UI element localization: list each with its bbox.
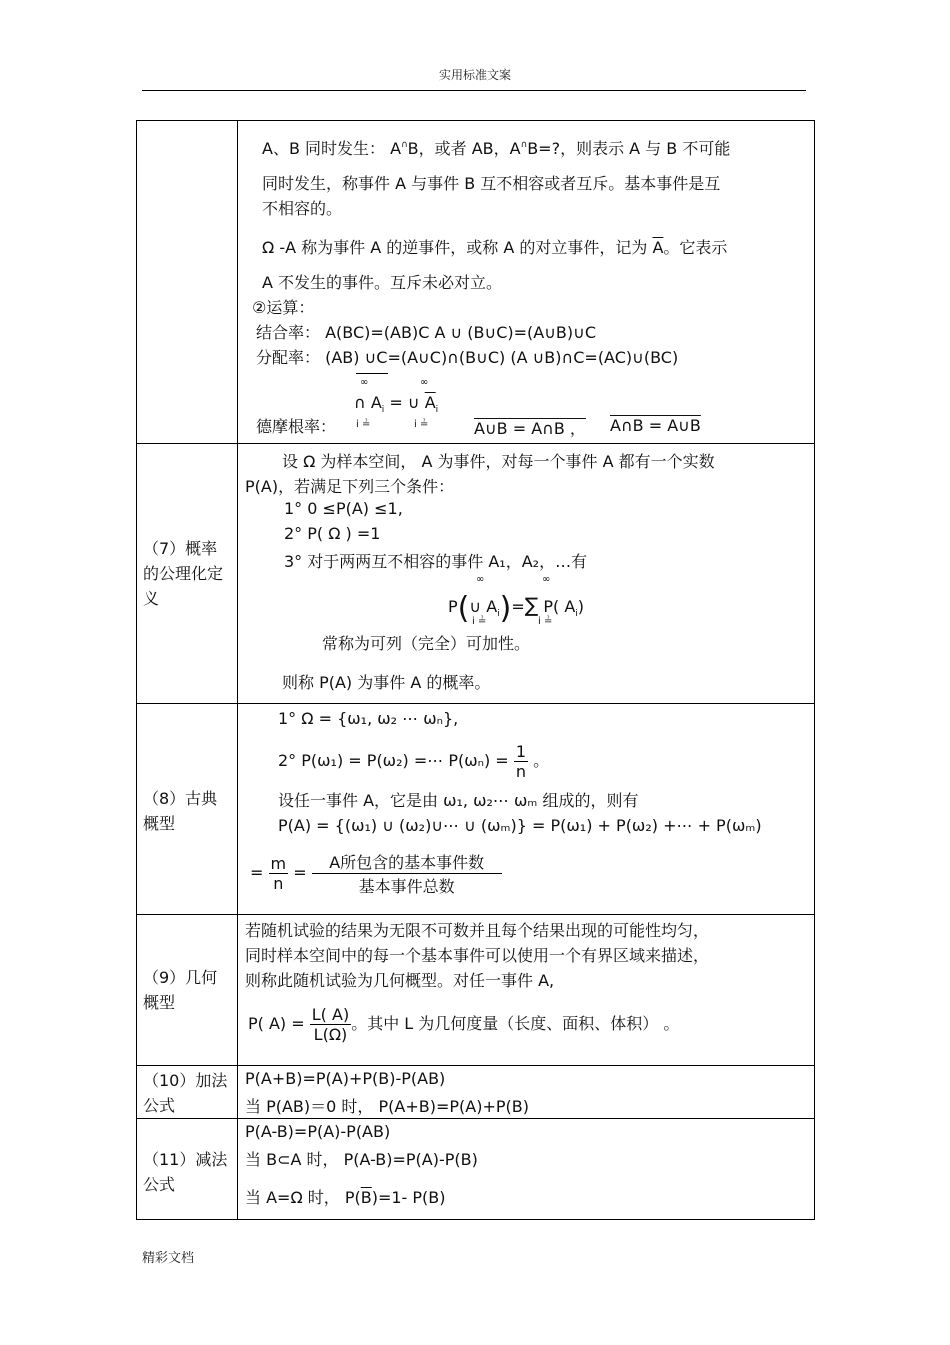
row-label-classical: （8）古典概型	[143, 789, 218, 833]
axiom-intro-2: P(A)，若满足下列三个条件：	[245, 477, 455, 496]
subtraction-complement-case: 当 A=Ω 时， $P(\overline{B})=1-$ P(B)	[245, 1188, 446, 1207]
demorgan-expression: ∩ $A_i$ = ∪ $\overline{A}_i$	[354, 393, 439, 415]
demorgan-formula-2: A∩B = A∪B	[610, 416, 701, 435]
axiom-intro-1: 设 Ω 为样本空间， A 为事件，对每一个事件 A 都有一个实数	[282, 452, 715, 471]
countable-additivity-formula: P(∪ $A_i)=\sum$ P( $A_i$)	[448, 591, 585, 626]
row-label-cell	[137, 915, 238, 1066]
demorgan-index-2: i ≟	[414, 419, 429, 430]
axiom-conclusion: 则称 P(A) 为事件 A 的概率。	[282, 673, 491, 692]
table-row-addition	[137, 1066, 815, 1119]
events-line-3: 不相容的。	[262, 199, 343, 218]
row-content-subtraction	[238, 1119, 815, 1220]
row-content-addition	[238, 1066, 815, 1119]
page-footer: 精彩文档	[142, 1251, 195, 1266]
axiom-additivity-note: 常称为可列（完全）可加性。	[322, 634, 531, 653]
row-label-cell	[137, 1119, 238, 1220]
table-row-geometric	[137, 915, 815, 1066]
row-label-cell	[137, 444, 238, 704]
demorgan-inf-2: ∞	[420, 377, 429, 388]
axiom-condition-3: 3° 对于两两互不相容的事件 A₁，A₂，…有	[284, 552, 588, 571]
row-content-classical	[238, 704, 815, 915]
subtraction-formula: P(A-B)=P(A)-P(AB)	[245, 1122, 391, 1141]
row-label-subtraction: （11）减法公式	[143, 1150, 228, 1194]
sum-inf-2: ∞	[542, 574, 551, 585]
demorgan-overline	[356, 373, 388, 374]
sum-inf-1: ∞	[476, 574, 485, 585]
row-content-axiomatic	[238, 444, 815, 704]
classical-event-composition: 设任一事件 A，它是由 ω₁, ω₂⋯ ωₘ 组成的，则有	[278, 791, 639, 810]
row-label-addition: （10）加法公式	[143, 1071, 228, 1115]
classical-equal-probability: 2° P(ω₁) = P(ω₂) =⋯ P(ωₙ) = $\frac{1}{n}$ 。	[278, 742, 550, 781]
axiom-condition-1: 1° 0 ≤P(A) ≤1,	[284, 499, 403, 518]
events-line-4: Ω -A 称为事件 A 的逆事件，或称 A 的对立事件，记为 $\overline{A}$。它表示	[262, 238, 728, 257]
classical-sum-formula: P(A) = {(ω₁) ∪ (ω₂)∪⋯ ∪ (ωₘ)} = P(ω₁) + P(ω₂) +⋯ + P(ωₘ)	[278, 816, 762, 835]
row-content-geometric	[238, 915, 815, 1066]
demorgan-formula-1: A∪B = A∩B ，	[474, 419, 586, 438]
row-label-cell	[137, 704, 238, 915]
sum-index-2: i ≟	[538, 616, 553, 627]
header-divider	[142, 90, 806, 91]
addition-special-case: 当 P(AB)＝0 时， P(A+B)=P(A)+P(B)	[245, 1097, 529, 1116]
row-label-cell	[137, 1066, 238, 1119]
geometric-formula: P( A) = $\frac{L( A)}{L(\Omega)}$ 。其中 L 为几何度量（长度、面积、体积） 。	[248, 1005, 680, 1044]
probability-table	[136, 120, 815, 1220]
table-row-axiomatic	[137, 444, 815, 704]
row-label-geometric: （9）几何概型	[143, 968, 218, 1012]
demorgan-inf-1: ∞	[360, 377, 369, 388]
subtraction-subset-case: 当 B⊂A 时， P(A-B)=P(A)-P(B)	[245, 1150, 478, 1169]
demorgan-label: 德摩根率：	[256, 417, 337, 436]
table-row-subtraction	[137, 1119, 815, 1220]
row-label-empty	[137, 121, 238, 444]
table-row-events	[137, 121, 815, 444]
geometric-line-2: 同时样本空间中的每一个基本事件可以使用一个有界区域来描述，	[245, 946, 710, 965]
a-bar: $\overline{A}$	[652, 238, 664, 257]
classical-ratio-formula: = $\frac{m}{n}$ = $\frac{\text{A所包含的基本事件数}}{\text{基本事件总数}}$	[250, 850, 502, 897]
associative-law: 结合率： A(BC)=(AB)C A ∪ (B∪C)=(A∪B)∪C	[256, 323, 597, 342]
row-content-events	[238, 121, 815, 444]
events-line-5: A 不发生的事件。互斥未必对立。	[262, 273, 503, 292]
addition-formula: P(A+B)=P(A)+P(B)-P(AB)	[245, 1069, 446, 1088]
axiom-condition-2: 2° P( Ω ) =1	[284, 524, 381, 543]
events-line-1: A、B 同时发生： A∩B，或者 AB，A∩B=?，则表示 A 与 B 不可能	[262, 139, 731, 158]
distributive-law: 分配率： (AB) ∪C=(A∪C)∩(B∪C) (A ∪B)∩C=(AC)∪(BC)	[256, 348, 679, 367]
page-header: 实用标准文案	[438, 68, 511, 82]
demorgan-index-1: i ≟	[356, 419, 371, 430]
operations-heading: ②运算：	[252, 298, 315, 317]
geometric-line-3: 则称此随机试验为几何概型。对任一事件 A,	[245, 971, 555, 990]
classical-sample-space: 1° Ω = {ω₁, ω₂ ⋯ ωₙ},	[278, 709, 459, 728]
row-label-axiomatic: （7）概率的公理化定义	[143, 539, 224, 608]
geometric-line-1: 若随机试验的结果为无限不可数并且每个结果出现的可能性均匀，	[245, 921, 710, 940]
events-line-2: 同时发生，称事件 A 与事件 B 互不相容或者互斥。基本事件是互	[262, 174, 721, 193]
table-row-classical	[137, 704, 815, 915]
sum-index-1: i ≟	[472, 616, 487, 627]
